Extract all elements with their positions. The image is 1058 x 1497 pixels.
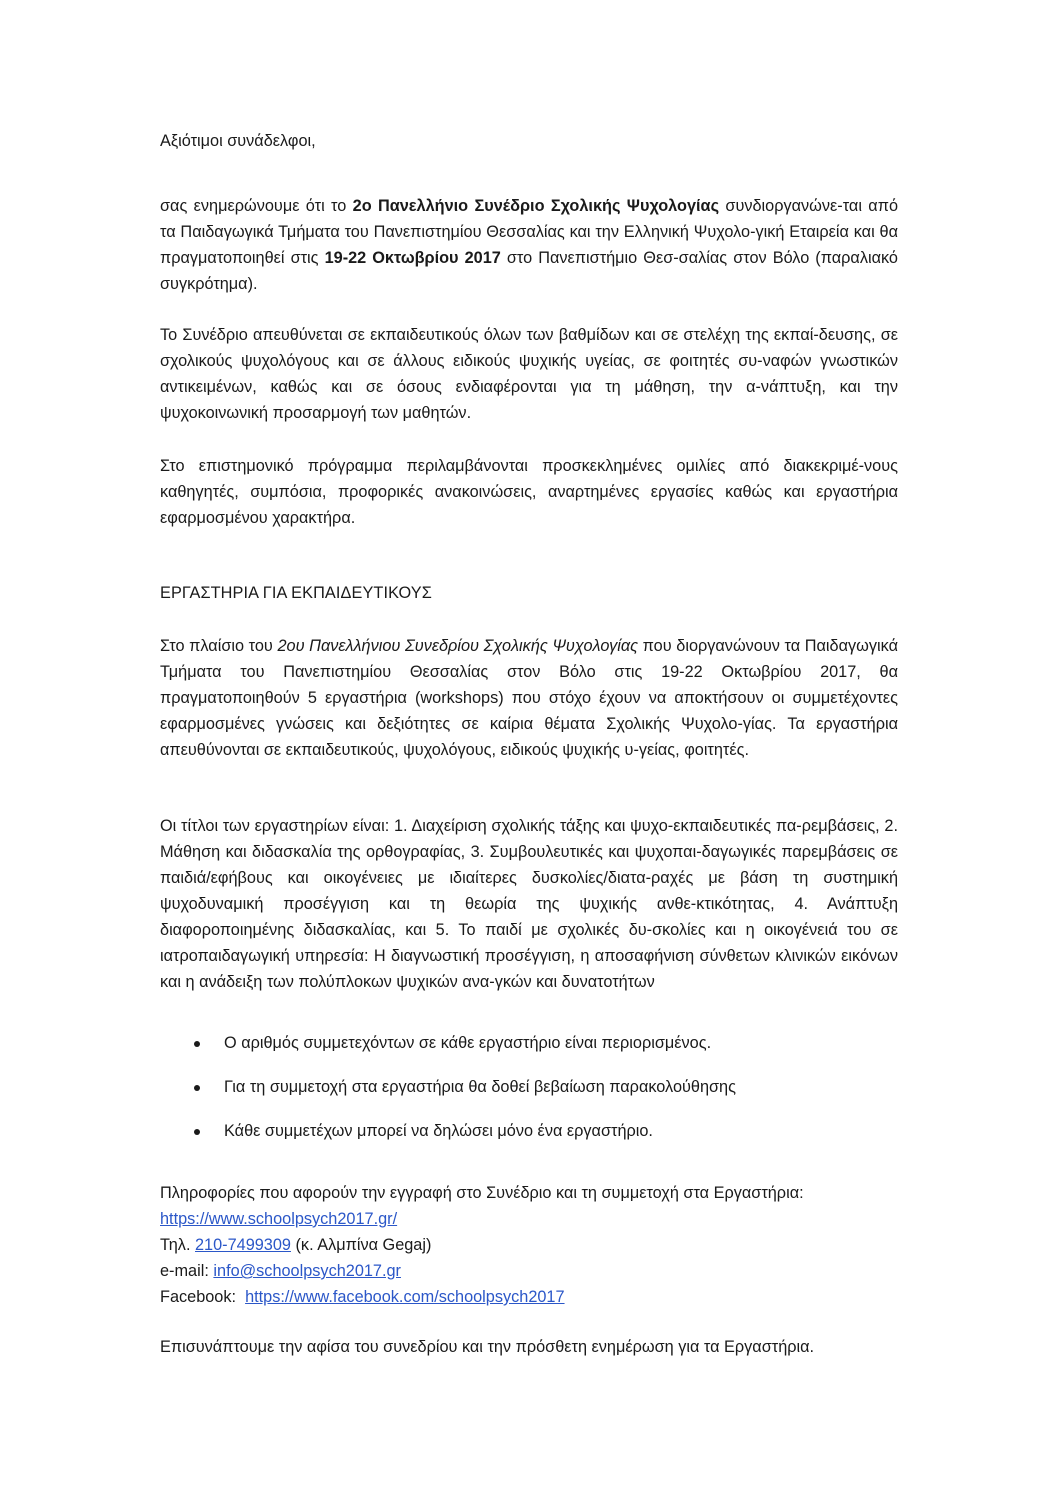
list-item	[160, 1074, 898, 1100]
phone-line	[160, 1232, 898, 1258]
workshop-titles-paragraph: Οι τίτλοι των εργαστηρίων είναι: 1. Διαχείριση σχολικής τάξης και ψυχο-εκπαιδευτικές πα-ρεμβάσεις, 2. Μάθηση και διδασκαλία της ορθογραφίας, 3. Συμβουλευτικές και ψυχοπαι-δαγωγικές παρεμβάσεις σε παιδιά/εφήβους και οικογένειες με ιδιαίτερες δυσκολίες/διατα-ραχές με βάση τη συστημική ψυχοδυναμική προσέγγιση και τη θεωρία της ψυχικής ανθε-κτικότητας, 4. Ανάπτυξη διαφοροποιημένης διδασκαλίας, και 5. Το παιδί με σχολικές δυ-σκολίες και η οικογένειά του σε ιατροπαιδαγωγική υπηρεσία: Η διαγνωστική προσέγγιση, η αποσαφήνιση σύνθετων κλινικών εικόνων και η ανάδειξη των πολύπλοκων ψυχικών ανα-γκών και δυνατοτήτων	[160, 817, 898, 991]
closing-paragraph: Επισυνάπτουμε την αφίσα του συνεδρίου και την πρόσθετη ενημέρωση για τα Εργαστήρια.	[160, 1338, 815, 1356]
bullet-icon	[194, 1085, 200, 1091]
contact-info	[160, 1180, 898, 1310]
contact-intro: Πληροφορίες που αφορούν την εγγραφή στο Συνέδριο και τη συμμετοχή στα Εργαστήρια:	[160, 1184, 804, 1202]
bullet-text: Κάθε συμμετέχων μπορεί να δηλώσει μόνο ένα εργαστήριο.	[224, 1122, 653, 1140]
phone-note: (κ. Αλμπίνα Gegaj)	[290, 1236, 432, 1254]
list-item	[160, 1118, 898, 1144]
facebook-label: Facebook:	[160, 1288, 246, 1306]
bullet-text: Για τη συμμετοχή στα εργαστήρια θα δοθεί βεβαίωση παρακολούθησης	[224, 1078, 736, 1096]
bullet-icon	[194, 1129, 200, 1135]
list-item	[160, 1030, 898, 1056]
notes-list	[160, 1030, 898, 1162]
phone-label: Τηλ.	[160, 1236, 195, 1254]
intro-text-middle: συνδιοργανώνε-ται από τα Παιδαγωγικά Τμήματα του Πανεπιστημίου Θεσσαλίας και την Ελληνική Ψυχολο-γική Εταιρεία και θα πραγματοποιηθεί στις	[160, 197, 898, 267]
conference-name: 2ο Πανελλήνιο Συνέδριο Σχολικής Ψυχολογίας	[352, 197, 720, 215]
intro-text-start: σας ενημερώνουμε ότι το	[160, 197, 353, 215]
workshops-text-start: Στο πλαίσιο του	[160, 637, 278, 655]
conference-dates: 19-22 Οκτωβρίου 2017	[324, 249, 501, 267]
workshops-paragraph	[160, 633, 898, 763]
facebook-line	[160, 1284, 898, 1310]
website-link[interactable]: https://www.schoolpsych2017.gr/	[160, 1210, 398, 1228]
greeting: Αξιότιμοι συνάδελφοι,	[160, 132, 316, 150]
facebook-link[interactable]: https://www.facebook.com/schoolpsych2017	[245, 1288, 565, 1306]
email-link[interactable]: info@schoolpsych2017.gr	[213, 1262, 401, 1280]
intro-text-end: στο Πανεπιστήμιο Θεσ-σαλίας στον Βόλο (παραλιακό συγκρότημα).	[160, 249, 898, 293]
bullet-icon	[194, 1041, 200, 1047]
intro-paragraph	[160, 193, 898, 297]
audience-paragraph: Το Συνέδριο απευθύνεται σε εκπαιδευτικούς όλων των βαθμίδων και σε στελέχη της εκπαί-δευσης, σε σχολικούς ψυχολόγους και σε άλλους ειδικούς ψυχικής υγείας, σε φοιτητές συ-ναφών γνωστικών αντικειμένων, καθώς και σε όσους ενδιαφέρονται για τη μάθηση, την α-νάπτυξη, και την ψυχοκοινωνική προσαρμογή των μαθητών.	[160, 326, 898, 422]
program-paragraph: Στο επιστημονικό πρόγραμμα περιλαμβάνονται προσκεκλημένες ομιλίες από διακεκριμέ-νους καθηγητές, συμπόσια, προφορικές ανακοινώσεις, αναρτημένες εργασίες καθώς και εργαστήρια εφαρμοσμένου χαρακτήρα.	[160, 457, 898, 527]
email-label: e-mail:	[160, 1262, 214, 1280]
email-line	[160, 1258, 898, 1284]
bullet-text: Ο αριθμός συμμετεχόντων σε κάθε εργαστήριο είναι περιορισμένος.	[224, 1034, 712, 1052]
workshops-text-rest: που διοργανώνουν τα Παιδαγωγικά Τμήματα του Πανεπιστημίου Θεσσαλίας στον Βόλο στις 19-22 Οκτωβρίου 2017, θα πραγματοποιηθούν 5 εργαστήρια (workshops) που στόχο έχουν να αποκτήσουν οι συμμετέχοντες εφαρμοσμένες γνώσεις και δεξιότητες σε καίρια θέματα Σχολικής Ψυχολο-γίας. Τα εργαστήρια απευθύνονται σε εκπαιδευτικούς, ψυχολόγους, ειδικούς ψυχικής υ-γείας, φοιτητές.	[160, 637, 898, 759]
website-line	[160, 1206, 898, 1232]
conference-name-italic: 2ου Πανελλήνιου Συνεδρίου Σχολικής Ψυχολογίας	[277, 637, 639, 655]
workshops-heading: ΕΡΓΑΣΤΗΡΙΑ ΓΙΑ ΕΚΠΑΙΔΕΥΤΙΚΟΥΣ	[160, 584, 432, 602]
phone-link[interactable]: 210-7499309	[195, 1236, 291, 1254]
